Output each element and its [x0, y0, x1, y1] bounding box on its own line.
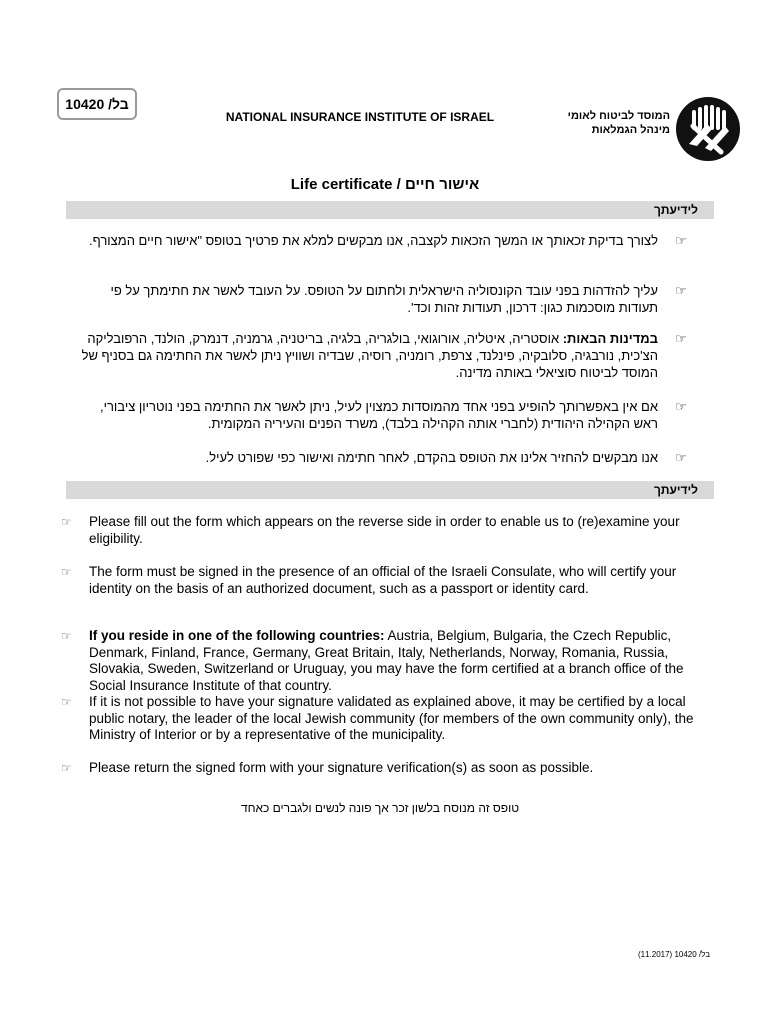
english-item-bold: If you reside in one of the following countries: [89, 628, 385, 643]
gender-note: טופס זה מנוסח בלשון זכר אך פונה לנשים ולגברים כאחד [240, 801, 520, 815]
english-item-text: Austria, Belgium, Bulgaria, the Czech Republic, Denmark, Finland, France, Germany, Great Britain, Italy, Netherlands, Norway, Romania, Russia, Slovakia, Sweden, Switzerland or Uruguay, you may have the form certified at a branch office of the Social Insurance Institute of that country. [89, 628, 684, 693]
pointing-hand-icon: ☞ [675, 283, 687, 298]
department-name-he: מינהל הגמלאות [591, 124, 670, 136]
pointing-hand-icon: ☞ [675, 331, 687, 346]
section-label-english: לידיעתך [653, 483, 698, 497]
section-bar-english [66, 481, 714, 499]
english-item [61, 760, 715, 777]
institute-name-he: המוסד לביטוח לאומי [567, 110, 670, 122]
institute-name-he-block [530, 109, 670, 137]
english-item [61, 514, 715, 547]
hebrew-item-text: אנו מבקשים להחזיר אלינו את הטופס בהקדם, לאחר חתימה ואישור כפי שפורט לעיל. [205, 450, 658, 465]
page-title: Life certificate / אישור חיים [290, 176, 480, 193]
section-label-hebrew: לידיעתך [653, 203, 698, 217]
english-item [61, 694, 715, 744]
english-item-text: The form must be signed in the presence of an official of the Israeli Consulate, who will certify your identity on the basis of an authorized document, such as a passport or identity card. [89, 564, 677, 596]
pointing-hand-icon: ☞ [675, 233, 687, 248]
pointing-hand-icon: ☞ [675, 450, 687, 465]
pointing-hand-icon: ☞ [61, 695, 72, 709]
form-number-box [57, 88, 137, 120]
pointing-hand-icon: ☞ [61, 565, 72, 579]
english-item-text: If it is not possible to have your signature validated as explained above, it may be certified by a local public notary, the leader of the local Jewish community (for members of the own community only), the Ministry of Interior or by a representative of the municipality. [89, 694, 694, 742]
footer-form-code: בל/ 10420 (11.2017) [637, 950, 710, 959]
hebrew-item-text: אוסטריה, איטליה, אורוגואי, בולגריה, בלגיה, בריטניה, גרמניה, דנמרק, הולנד, הרפובליקה הצ'כית, נורבגיה, סלובקיה, פינלנד, צרפת, רומניה, רוסיה, שבדיה ושוויץ ניתן לאשר את החתימה גם בסניף של המוסד לביטוח סוציאלי באותה מדינה. [81, 331, 658, 380]
english-item-text: Please fill out the form which appears on the reverse side in order to enable us to (re)examine your eligibility. [89, 514, 680, 546]
pointing-hand-icon: ☞ [61, 629, 72, 643]
hebrew-item [80, 282, 658, 316]
hebrew-item [80, 330, 658, 381]
hebrew-item-text: לצורך בדיקת זכאותך או המשך הזכאות לקצבה, אנו מבקשים למלא את פרטיך בטופס "אישור חיים המצורף. [89, 233, 658, 248]
hebrew-item [80, 449, 658, 466]
hebrew-item [80, 398, 658, 432]
english-item-text: Please return the signed form with your signature verification(s) as soon as possible. [89, 760, 594, 775]
pointing-hand-icon: ☞ [61, 515, 72, 529]
pointing-hand-icon: ☞ [61, 761, 72, 775]
hebrew-item-bold: במדינות הבאות: [562, 331, 658, 346]
nii-logo-icon [675, 96, 741, 162]
section-bar-hebrew [66, 201, 714, 219]
english-item [61, 628, 715, 694]
hebrew-item-text: עליך להזדהות בפני עובד הקונסוליה הישראלית ולחתום על הטופס. על העובד לאשר את חתימתך על פי תעודות מוסכמות כגון: דרכון, תעודות זהות וכד'. [110, 283, 658, 315]
institute-name-en: NATIONAL INSURANCE INSTITUTE OF ISRAEL [225, 110, 495, 124]
form-number: בל/ 10420 [65, 96, 129, 112]
pointing-hand-icon: ☞ [675, 399, 687, 414]
english-item [61, 564, 715, 597]
hebrew-item-text: אם אין באפשרותך להופיע בפני אחד מהמוסדות כמצוין לעיל, ניתן לאשר את החתימה בפני נוטריון ציבורי, ראש הקהילה היהודית (לחברי אותה הקהילה בלבד), משרד הפנים והעיריה המקומית. [100, 399, 658, 431]
hebrew-item [80, 232, 658, 249]
